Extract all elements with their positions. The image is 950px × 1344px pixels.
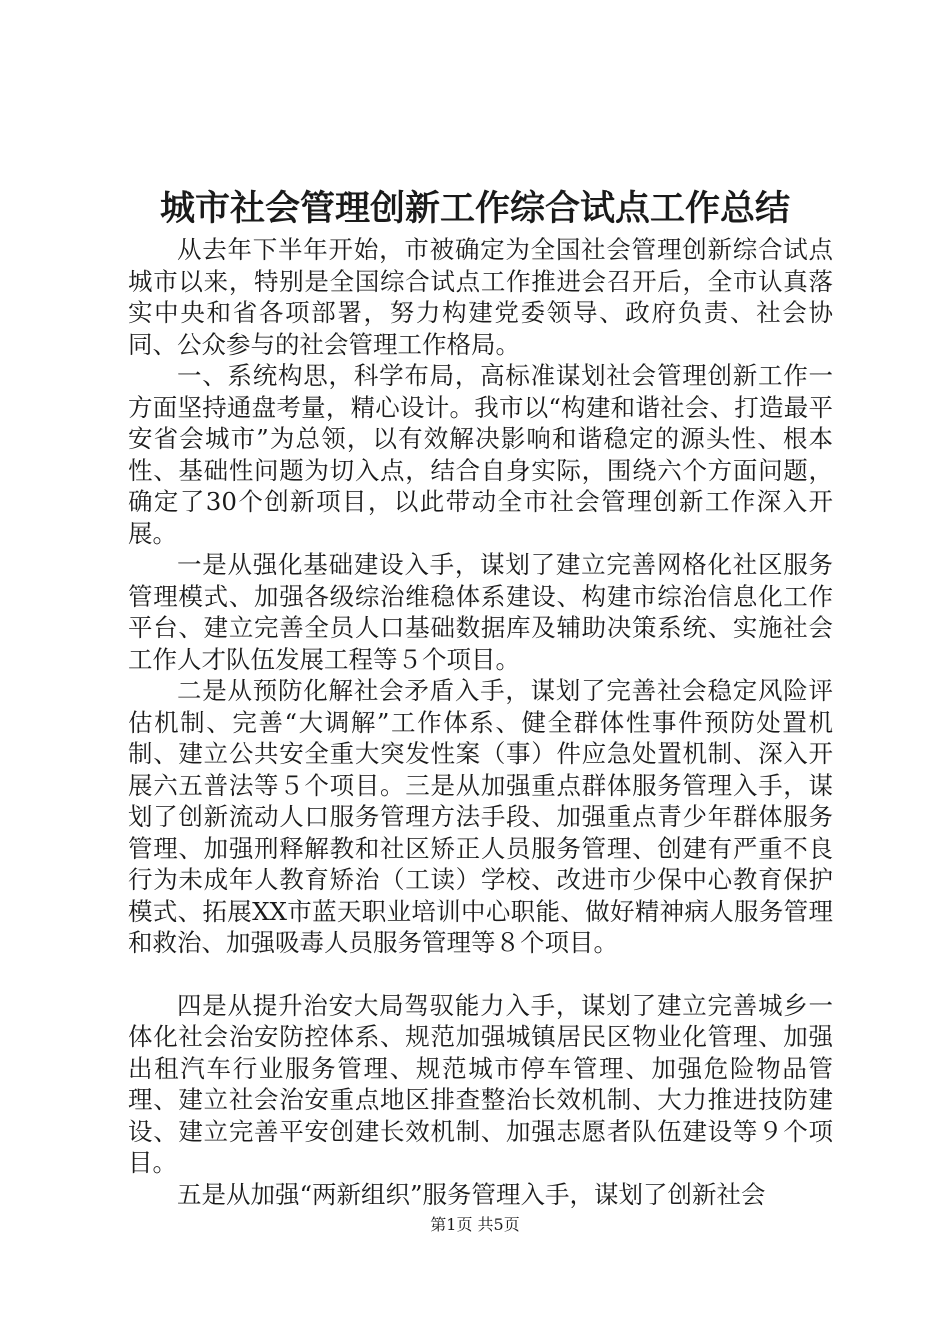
- document-body: [128, 234, 833, 1210]
- paragraph-section-one: 一、系统构思，科学布局，高标准谋划社会管理创新工作一方面坚持通盘考量，精心设计。我市以“构建和谐社会、打造最平安省会城市”为总领，以有效解决影响和谐稳定的源头性、根本性、基础性问题为切入点，结合自身实际，围绕六个方面问题，确定了30个创新项目，以此带动全市社会管理创新工作深入开展。: [128, 361, 833, 548]
- paragraph-intro: 从去年下半年开始，市被确定为全国社会管理创新综合试点城市以来，特别是全国综合试点工作推进会召开后，全市认真落实中央和省各项部署，努力构建党委领导、政府负责、社会协同、公众参与的社会管理工作格局。: [128, 235, 833, 359]
- document-title: 城市社会管理创新工作综合试点工作总结: [159, 188, 790, 229]
- page-number-footer: 第1页 共5页: [430, 1215, 520, 1234]
- paragraph-item-one: 一是从强化基础建设入手，谋划了建立完善网格化社区服务管理模式、加强各级综治维稳体系建设、构建市综治信息化工作平台、建立完善全员人口基础数据库及辅助决策系统、实施社会工作人才队伍发展工程等５个项目。: [128, 550, 833, 674]
- paragraph-item-four: 四是从提升治安大局驾驭能力入手，谋划了建立完善城乡一体化社会治安防控体系、规范加强城镇居民区物业化管理、加强出租汽车行业服务管理、规范城市停车管理、加强危险物品管理、建立社会治安重点地区排查整治长效机制、大力推进技防建设、建立完善平安创建长效机制、加强志愿者队伍建设等９个项目。: [128, 990, 833, 1177]
- paragraph-item-five: 五是从加强“两新组织”服务管理入手，谋划了创新社会: [177, 1179, 766, 1209]
- paragraph-item-two-three: 二是从预防化解社会矛盾入手，谋划了完善社会稳定风险评估机制、完善“大调解”工作体系、健全群体性事件预防处置机制、建立公共安全重大突发性案（事）件应急处置机制、深入开展六五普法等５个项目。三是从加强重点群体服务管理入手，谋划了创新流动人口服务管理方法手段、加强重点青少年群体服务管理、加强刑释解教和社区矫正人员服务管理、创建有严重不良行为未成年人教育矫治（工读）学校、改进市少保中心教育保护模式、拓展XX市蓝天职业培训中心职能、做好精神病人服务管理和救治、加强吸毒人员服务管理等８个项目。: [128, 676, 833, 957]
